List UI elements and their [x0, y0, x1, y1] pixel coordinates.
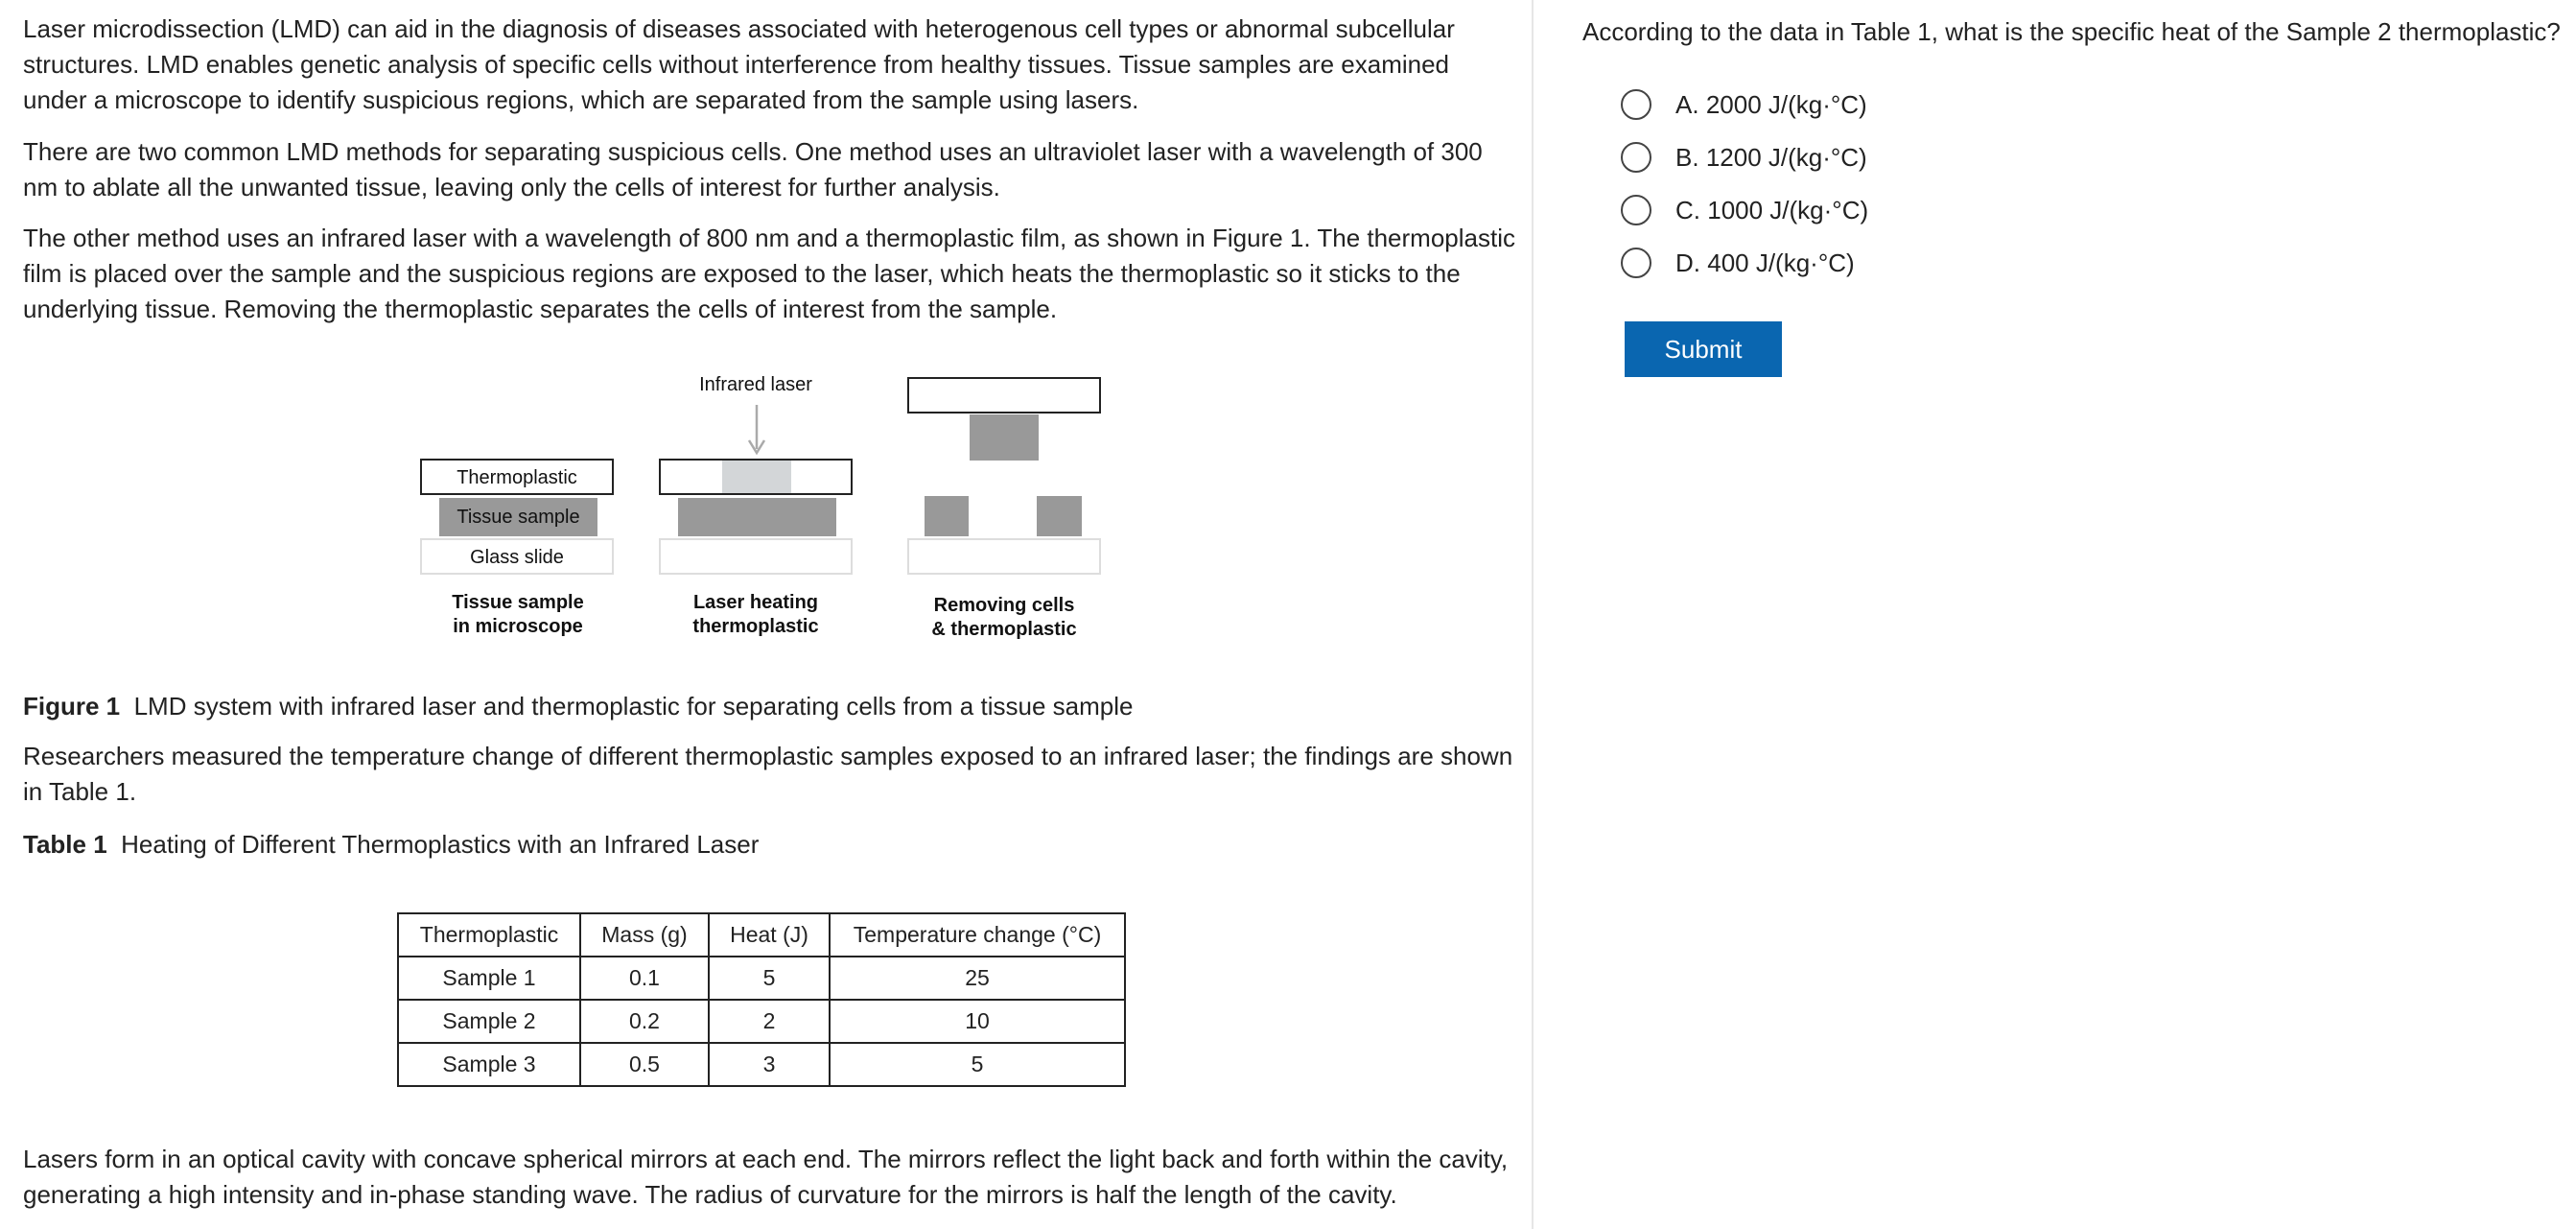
passage-paragraph-5: Lasers form in an optical cavity with concave spherical mirrors at each end. The mirrors reflect the light back and forth within the cavity, generating a high intensity and in-phase standing wave. The radius of curvature for the mirrors is half the length of the cavity.: [23, 1145, 1509, 1209]
lifted-thermoplastic: [907, 377, 1101, 414]
passage-paragraph-4: Researchers measured the temperature change of different thermoplastic samples exposed to an infrared laser; the findings are shown in Table 1.: [23, 742, 1513, 806]
step-1-label: Tissue sample in microscope: [452, 592, 584, 637]
glass-slide-label: Glass slide: [470, 547, 564, 568]
table-header-cell: Thermoplastic: [398, 913, 580, 957]
table-caption: Table 1 Heating of Different Thermoplastics with an Infrared Laser: [23, 830, 760, 859]
table-row: [398, 1000, 1125, 1043]
table-header-row: [398, 913, 1125, 957]
table-header-cell: Temperature change (°C): [830, 913, 1125, 957]
radio-button-icon[interactable]: [1621, 142, 1651, 173]
table-cell: 3: [709, 1043, 830, 1086]
table-cell: 0.1: [580, 957, 709, 1000]
question-text: According to the data in Table 1, what is the specific heat of the Sample 2 thermoplastic?: [1582, 17, 2561, 46]
thermoplastic-label: Thermoplastic: [457, 467, 577, 488]
table-cell: 25: [830, 957, 1125, 1000]
remaining-tissue-right: [1037, 496, 1082, 536]
thermoplastic-layer-heated: [659, 459, 853, 495]
submit-button[interactable]: Submit: [1625, 321, 1782, 377]
answer-choice-d[interactable]: D. 400 J/(kg·°C): [1621, 244, 1855, 282]
table-cell: 0.5: [580, 1043, 709, 1086]
answer-choice-b[interactable]: B. 1200 J/(kg·°C): [1621, 138, 1867, 177]
passage-paragraph-1: Laser microdissection (LMD) can aid in the diagnosis of diseases associated with heterogenous cell types or abnormal subcellular structures. LMD enables genetic analysis of specific cells without interference from healthy tissues. Tissue samples are examined under a microscope to identify suspicious regions, which are separated from the sample using lasers.: [23, 14, 1455, 114]
table-cell: 10: [830, 1000, 1125, 1043]
table-cell: Sample 1: [398, 957, 580, 1000]
table-cell: Sample 3: [398, 1043, 580, 1086]
table-row: [398, 1043, 1125, 1086]
radio-button-icon[interactable]: [1621, 195, 1651, 225]
table-cell: Sample 2: [398, 1000, 580, 1043]
step-3-label: Removing cells & thermoplastic: [931, 595, 1077, 640]
answer-choice-c[interactable]: C. 1000 J/(kg·°C): [1621, 191, 1868, 229]
step-2-label: Laser heating thermoplastic: [692, 592, 819, 637]
table-cell: 0.2: [580, 1000, 709, 1043]
remaining-tissue-left: [925, 496, 969, 536]
tissue-sample-label: Tissue sample: [457, 507, 580, 528]
radio-button-icon[interactable]: [1621, 248, 1651, 278]
table-header-cell: Mass (g): [580, 913, 709, 957]
passage-paragraph-3: The other method uses an infrared laser with a wavelength of 800 nm and a thermoplastic film, as shown in Figure 1. The thermoplastic film is placed over the sample and the suspicious regions are exposed to the laser, which heats the thermoplastic so it sticks to the underlying tissue. Removing the thermoplastic separates the cells of interest from the sample.: [23, 224, 1515, 323]
radio-button-icon[interactable]: [1621, 89, 1651, 120]
answer-choice-a[interactable]: A. 2000 J/(kg·°C): [1621, 85, 1867, 124]
table-cell: 2: [709, 1000, 830, 1043]
tissue-sample-layer-2: [678, 498, 836, 536]
laser-spot: [722, 461, 791, 493]
thermoplastic-layer: [420, 459, 614, 495]
table-row: [398, 957, 1125, 1000]
removed-cells: [970, 414, 1039, 461]
table-cell: 5: [830, 1043, 1125, 1086]
glass-slide-layer: [420, 538, 614, 575]
infrared-laser-label: Infrared laser: [699, 374, 812, 395]
glass-slide-layer-3: [907, 538, 1101, 575]
glass-slide-layer-2: [659, 538, 853, 575]
data-table: [397, 912, 1126, 1087]
table-cell: 5: [709, 957, 830, 1000]
tissue-sample-layer: [439, 498, 597, 536]
figure-1-diagram: [0, 345, 1534, 662]
figure-caption: Figure 1 LMD system with infrared laser and thermoplastic for separating cells from a tissue sample: [23, 692, 1134, 721]
passage-paragraph-2: There are two common LMD methods for separating suspicious cells. One method uses an ultraviolet laser with a wavelength of 300 nm to ablate all the unwanted tissue, leaving only the cells of interest for further analysis.: [23, 137, 1483, 201]
table-header-cell: Heat (J): [709, 913, 830, 957]
question-pane: [1534, 0, 2576, 1229]
laser-arrow-icon: [746, 405, 767, 461]
